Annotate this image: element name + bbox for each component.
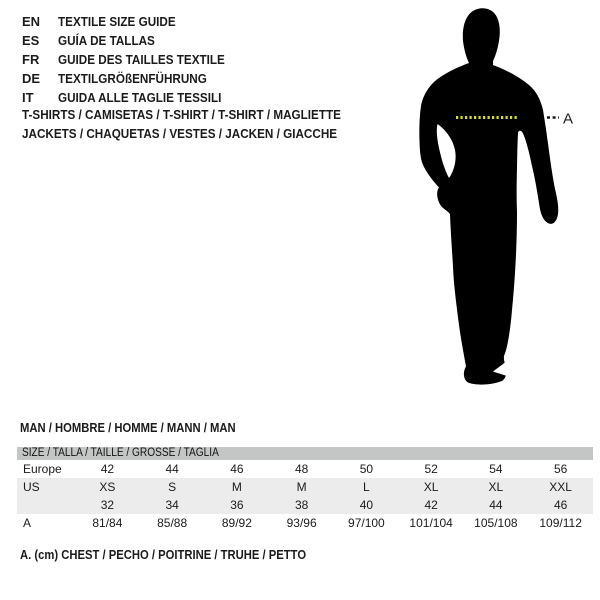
row-label: US [23,480,40,494]
size-cell: 44 [165,462,179,476]
size-cell: 46 [230,462,244,476]
table-row-numeric [17,496,593,514]
lang-label: GUÍA DE TALLAS [58,33,155,48]
category-line-tshirts: T-SHIRTS / CAMISETAS / T-SHIRT / T-SHIRT / MAGLIETTE [22,107,341,122]
size-cell: 97/100 [348,516,385,530]
size-cell: 36 [230,498,244,512]
size-cell: 42 [100,462,115,476]
size-cell: 34 [165,498,179,512]
lang-row-it [22,88,243,107]
size-cell: 101/104 [409,516,453,530]
size-cell: 81/84 [92,516,123,530]
category-line-jackets: JACKETS / CHAQUETAS / VESTES / JACKEN / GIACCHE [22,125,338,141]
table-row-chest-a [17,514,593,532]
man-silhouette [390,0,600,410]
lang-code: DE [22,71,41,86]
category-lines [22,106,376,143]
size-cell: 38 [294,498,309,512]
lang-label: TEXTILGRÖßENFÜHRUNG [58,71,207,86]
lang-label: GUIDE DES TAILLES TEXTILE [58,52,225,67]
lang-row-de [22,69,243,88]
table-row-europe [17,460,593,478]
body-shape [419,8,558,384]
size-table-header [17,447,593,460]
size-cell: XL [488,480,504,494]
measure-label-a: A [563,110,574,128]
size-cell: L [363,480,370,494]
footnote: A. (cm) CHEST / PECHO / POITRINE / TRUHE / PETTO [20,548,307,562]
size-cell: 48 [294,462,309,476]
table-row-us [17,478,593,496]
lang-row-es [22,31,243,50]
language-list [22,12,243,107]
man-silhouette-figure [390,0,600,410]
lang-label: TEXTILE SIZE GUIDE [58,14,176,29]
size-table [17,447,593,532]
lang-code: FR [22,52,40,67]
size-cell: 109/112 [539,516,582,530]
row-label [17,496,75,514]
size-cell: 44 [489,498,503,512]
size-cell: 105/108 [474,516,518,530]
size-cell: XXL [549,480,572,494]
size-cell: 42 [424,498,438,512]
size-cell: 46 [553,498,568,512]
size-cell: 50 [359,462,374,476]
size-cell: XS [99,480,116,494]
size-cell: 93/96 [286,516,317,530]
size-cell: 52 [424,462,438,476]
size-cell: XL [423,480,439,494]
size-cell: 56 [553,462,568,476]
size-cell: M [231,480,242,494]
section-title: MAN / HOMBRE / HOMME / MANN / MAN [20,421,236,435]
row-label: Europe [23,462,62,476]
size-table-header-label: SIZE / TALLA / TAILLE / GRÖSSE / TAGLIA [22,447,219,459]
lang-row-fr [22,50,243,69]
lang-label: GUIDA ALLE TAGLIE TESSILI [58,90,222,105]
size-cell: 85/88 [157,516,188,530]
row-label: A [23,516,32,530]
size-cell: 40 [359,498,374,512]
size-cell: M [296,480,307,494]
lang-code: IT [22,90,34,105]
lang-code: EN [22,14,41,29]
size-cell: 54 [489,462,503,476]
lang-row-en [22,12,243,31]
size-cell: 89/92 [221,516,252,530]
size-cell: S [168,480,177,494]
lang-code: ES [22,33,40,48]
size-cell: 32 [100,498,115,512]
